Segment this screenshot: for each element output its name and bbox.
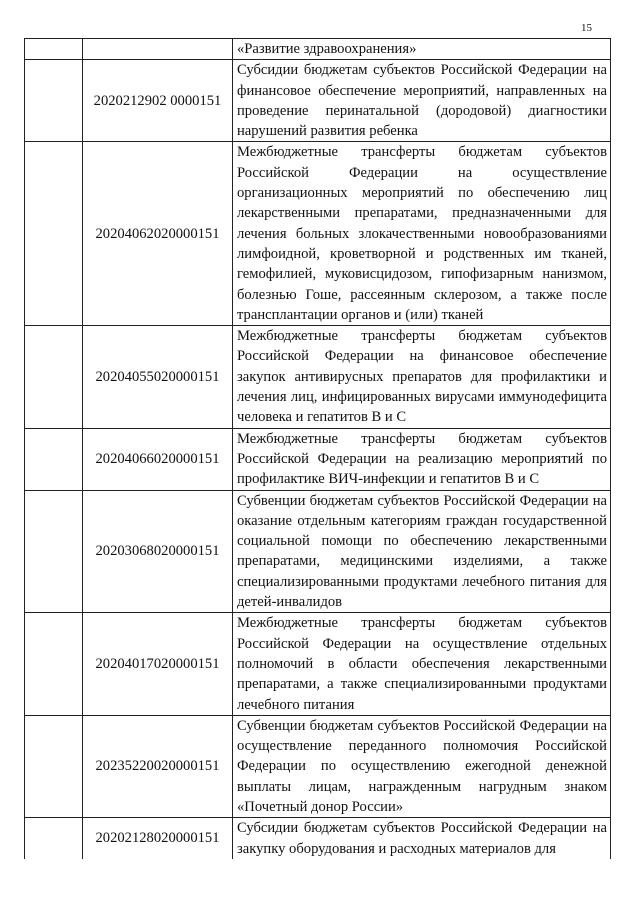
code-cell: 20204066020000151: [83, 428, 233, 490]
code-cell: 20235220020000151: [83, 715, 233, 817]
description-cell: «Развитие здравоохранения»: [233, 39, 611, 60]
table-row: [25, 60, 611, 142]
description-cell: Межбюджетные трансферты бюджетам субъектов Российской Федерации на реализацию мероприятий по профилактике ВИЧ-инфекции и гепатитов В и С: [233, 428, 611, 490]
code-cell: 20202128020000151: [83, 818, 233, 859]
table-row: [25, 715, 611, 817]
description-cell: Межбюджетные трансферты бюджетам субъектов Российской Федерации на финансовое обеспечение закупок антивирусных препаратов для профилактики и лечения лиц, инфицированных вирусами иммунодефицита человека и гепатитов В и С: [233, 326, 611, 428]
description-cell: Субсидии бюджетам субъектов Российской Федерации на закупку оборудования и расходных материалов для: [233, 818, 611, 859]
description-cell: Субвенции бюджетам субъектов Российской Федерации на оказание отдельным категориям граждан государственной социальной помощи по обеспечению лекарственными препаратами, медицинскими изделиями, а также специализированными продуктами лечебного питания для детей-инвалидов: [233, 490, 611, 613]
budget-classification-table: [24, 38, 611, 859]
code-cell: 20204055020000151: [83, 326, 233, 428]
code-cell: 2020212902 0000151: [83, 60, 233, 142]
description-cell: Межбюджетные трансферты бюджетам субъектов Российской Федерации на осуществление отдельных полномочий в области обеспечения лекарственными препаратами, а также специализированными продуктами лечебного питания: [233, 613, 611, 715]
description-cell: Субсидии бюджетам субъектов Российской Федерации на финансовое обеспечение мероприятий, направленных на проведение перинатальной (дородовой) диагностики нарушений развития ребенка: [233, 60, 611, 142]
page-number: 15: [581, 22, 592, 34]
code-cell: 20204017020000151: [83, 613, 233, 715]
blank-cell: [25, 818, 83, 859]
blank-cell: [25, 39, 83, 60]
blank-cell: [25, 428, 83, 490]
code-cell: 20203068020000151: [83, 490, 233, 613]
description-cell: Межбюджетные трансферты бюджетам субъектов Российской Федерации на осуществление организационных мероприятий по обеспечению лиц лекарственными препаратами, предназначенными для лечения больных злокачественными новообразованиями лимфоидной, кроветворной и родственных им тканей, гемофилией, муковисцидозом, гипофизарным нанизмом, болезнью Гоше, рассеянным склерозом, а также после трансплантации органов и (или) тканей: [233, 142, 611, 326]
table-row: [25, 39, 611, 60]
table-row: [25, 428, 611, 490]
blank-cell: [25, 715, 83, 817]
table-row: [25, 490, 611, 613]
code-cell: 20204062020000151: [83, 142, 233, 326]
blank-cell: [25, 490, 83, 613]
blank-cell: [25, 142, 83, 326]
table-row: [25, 818, 611, 859]
blank-cell: [25, 326, 83, 428]
table-row: [25, 326, 611, 428]
table-row: [25, 613, 611, 715]
table-row: [25, 142, 611, 326]
code-cell: [83, 39, 233, 60]
description-cell: Субвенции бюджетам субъектов Российской Федерации на осуществление переданного полномочия Российской Федерации по осуществлению ежегодной денежной выплаты лицам, награжденным нагрудным знаком «Почетный донор России»: [233, 715, 611, 817]
blank-cell: [25, 613, 83, 715]
blank-cell: [25, 60, 83, 142]
